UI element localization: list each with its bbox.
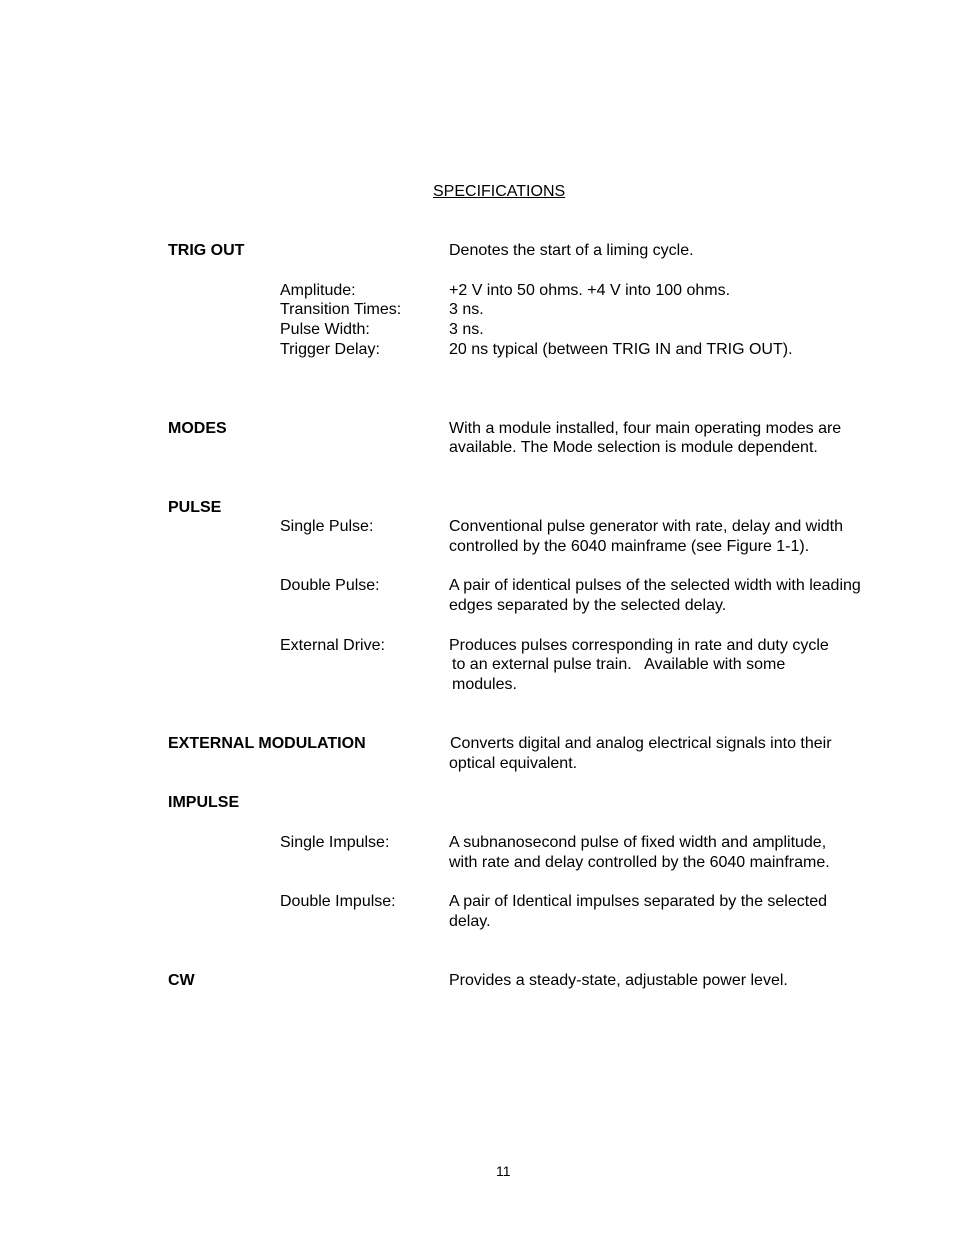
page-title: SPECIFICATIONS [433,183,566,200]
trigger-delay-value: 20 ns typical (between TRIG IN and TRIG OUT). [449,341,793,358]
double-impulse-text-line: A pair of Identical impulses separated by the selected [449,893,827,910]
single-impulse-text-line: with rate and delay controlled by the 6040 mainframe. [449,854,830,871]
modes-heading: MODES [168,420,227,437]
amplitude-value: +2 V into 50 ohms. +4 V into 100 ohms. [449,282,731,299]
cw-heading: CW [168,972,195,989]
double-pulse-label: Double Pulse: [280,577,380,594]
single-pulse-label: Single Pulse: [280,518,374,535]
transition-times-label: Transition Times: [280,301,402,318]
external-modulation-text-line: Converts digital and analog electrical signals into their [450,735,832,752]
external-drive-text-line: to an external pulse train. Available with some [452,656,786,673]
single-impulse-text-line: A subnanosecond pulse of fixed width and amplitude, [449,834,827,851]
modes-text-line: With a module installed, four main operating modes are [449,420,842,437]
single-impulse-label: Single Impulse: [280,834,390,851]
pulse-width-label: Pulse Width: [280,321,370,338]
amplitude-label: Amplitude: [280,282,356,299]
external-modulation-text-line: optical equivalent. [449,755,578,772]
single-pulse-text-line: Conventional pulse generator with rate, delay and width [449,518,844,535]
double-pulse-text-line: A pair of identical pulses of the selected width with leading [449,577,861,594]
modes-text-line: available. The Mode selection is module dependent. [449,439,818,456]
cw-description: Provides a steady-state, adjustable power level. [449,972,788,989]
external-drive-text-line: modules. [452,676,517,693]
impulse-heading: IMPULSE [168,794,240,811]
double-pulse-text-line: edges separated by the selected delay. [449,597,727,614]
transition-times-value: 3 ns. [449,301,484,318]
trig-out-heading: TRIG OUT [168,242,245,259]
trigger-delay-label: Trigger Delay: [280,341,380,358]
external-modulation-heading: EXTERNAL MODULATION [168,735,366,752]
double-impulse-text-line: delay. [449,913,491,930]
pulse-heading: PULSE [168,499,222,516]
pulse-width-value: 3 ns. [449,321,484,338]
external-drive-label: External Drive: [280,637,385,654]
external-drive-text-line: Produces pulses corresponding in rate and duty cycle [449,637,829,654]
double-impulse-label: Double Impulse: [280,893,396,910]
trig-out-description: Denotes the start of a liming cycle. [449,242,694,259]
single-pulse-text-line: controlled by the 6040 mainframe (see Figure 1-1). [449,538,810,555]
page-number: 11 [496,1163,511,1179]
